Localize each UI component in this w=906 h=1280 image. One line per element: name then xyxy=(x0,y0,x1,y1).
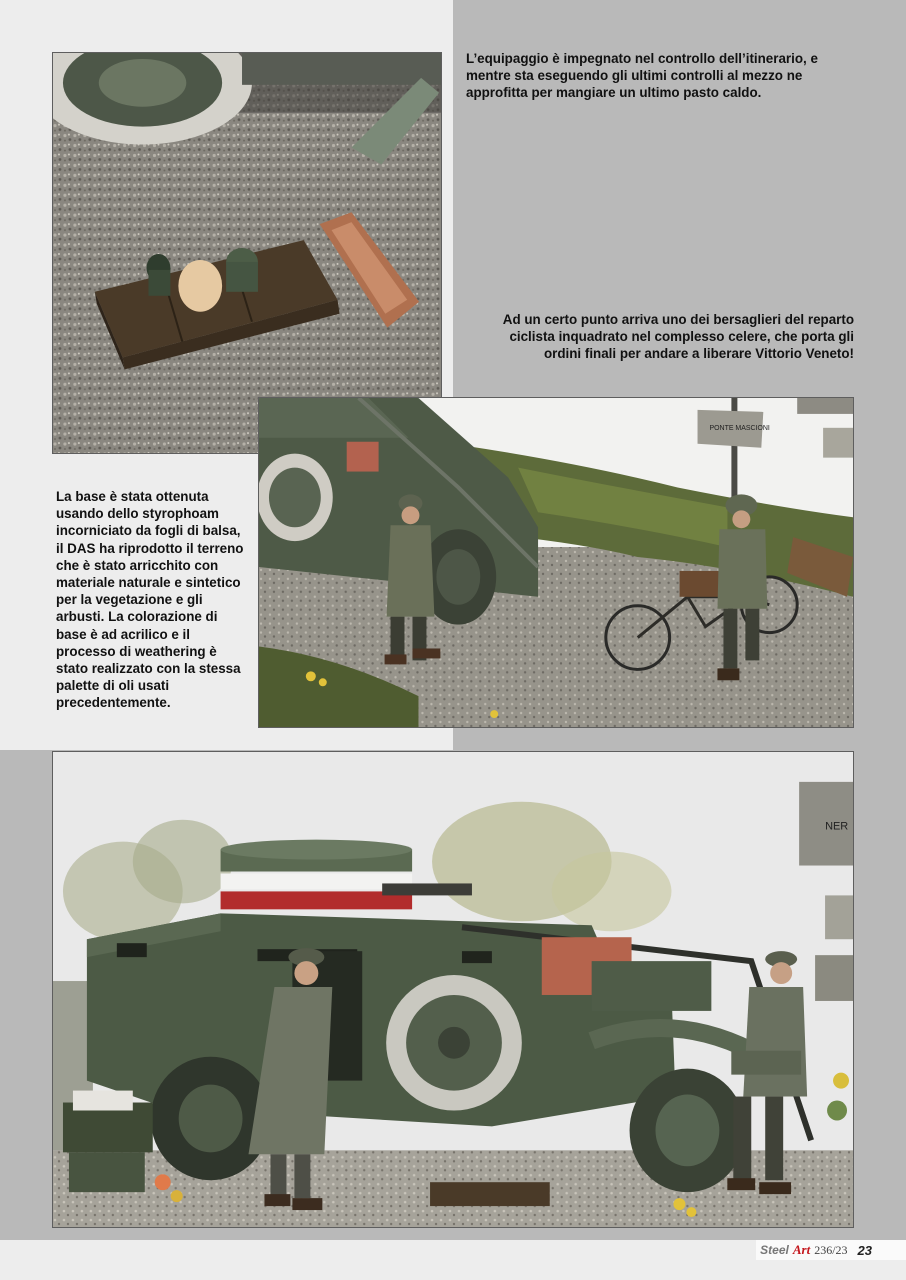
issue-number: 236/23 xyxy=(814,1242,848,1257)
caption-crew-check: L’equipaggio è impegnato nel controllo dell’itinerario, e mentre sta eseguendo gli ultimi controlli al mezzo ne approfitta per mangiare un ultimo pasto caldo. xyxy=(466,51,818,101)
caption-bersagliere-arrives: Ad un certo punto arriva uno dei bersaglieri del reparto ciclista inquadrato nel complesso celere, che porta gli ordini finali per andare a liberare Vittorio Veneto! xyxy=(502,312,854,362)
sign-text-ponte: PONTE MASCIONI xyxy=(709,424,770,432)
page-footer xyxy=(756,1240,906,1260)
page-number: 23 xyxy=(857,1242,872,1258)
brand-art: Art xyxy=(792,1242,811,1257)
sign-text-ner: NER xyxy=(825,820,849,833)
photo-armoured-car-panorama xyxy=(52,751,854,1228)
brand-steel: Steel xyxy=(760,1243,789,1257)
caption-base-construction: La base è stata ottenuta usando dello styrophoam incorniciato da fogli di balsa, il DAS ha riprodotto il terreno che è stato arricchito con materiale naturale e sintetico per la vegetazione e gli arbusti. La colorazione di base è ad acrilico e il processo di weathering è stato realizzato con la stessa palette di oli usati precedentemente. xyxy=(56,489,244,711)
photo-crate-closeup xyxy=(52,52,442,454)
photo-bersagliere-bicycle xyxy=(258,397,854,728)
